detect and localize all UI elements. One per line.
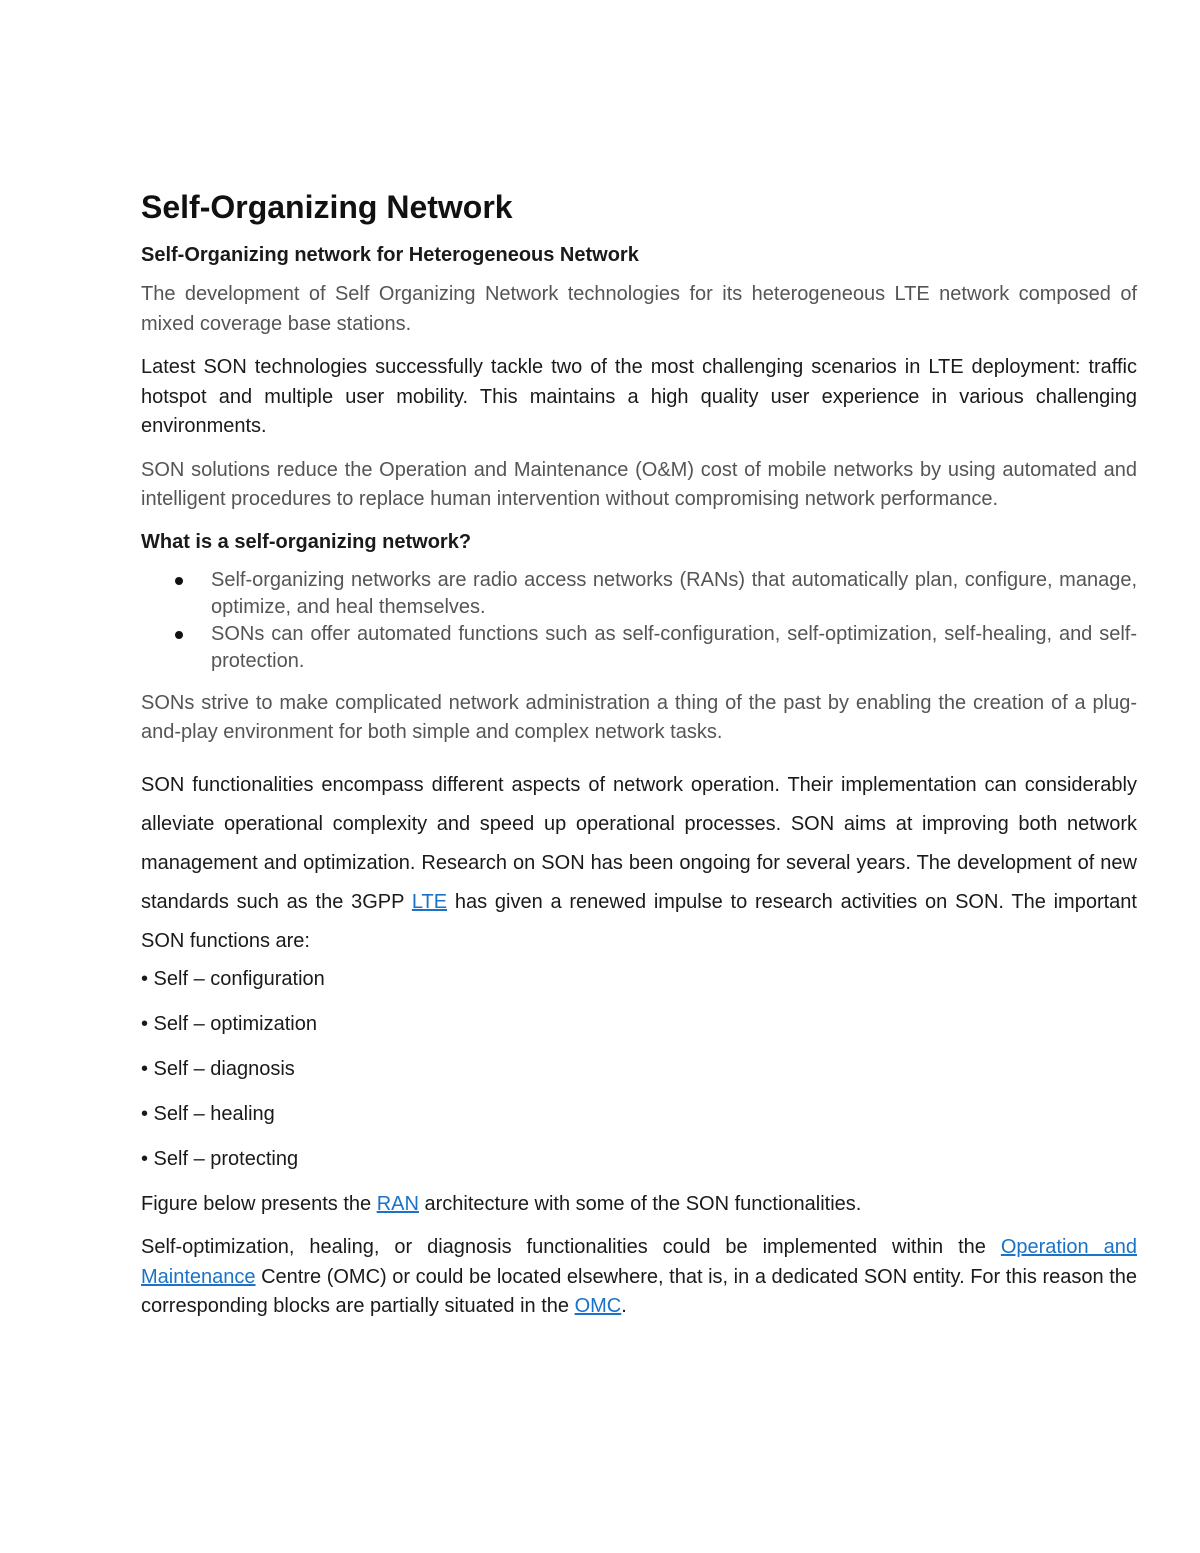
question-heading: What is a self-organizing network? (141, 530, 472, 553)
text-run: SON functionalities encompass different aspects of network operation. Their implementation can considerably alleviate operational complexity and speed up operational processes. SON aims at improving both network management and optimization. Research on SON has been ongoing for several years. The development of new standards such as the 3GPP (141, 773, 1137, 913)
text-run: architecture with some of the SON functionalities. (418, 1192, 862, 1215)
function-item-protecting: • Self – protecting (141, 1147, 299, 1170)
function-item-diagnosis: • Self – diagnosis (141, 1057, 295, 1080)
page-title: Self-Organizing Network (141, 189, 513, 225)
function-item-optimization: • Self – optimization (141, 1012, 317, 1035)
list-item-text: SONs can offer automated functions such as self-configuration, self-optimization, self-healing, and self-protection. (211, 622, 1137, 672)
omc-link[interactable]: OMC (574, 1295, 622, 1317)
paragraph-intro: The development of Self Organizing Network technologies for its heterogeneous LTE network composed of mixed coverage base stations. (141, 283, 1137, 335)
text-run: has given a renewed impulse to research activities on SON. The important SON functions are: (141, 890, 1137, 952)
list-item (211, 567, 1137, 621)
text-run: Figure below presents the (141, 1192, 377, 1215)
lte-link[interactable]: LTE (411, 890, 448, 913)
section-subtitle: Self-Organizing network for Heterogeneous Network (141, 244, 639, 266)
document-page (141, 188, 1137, 1336)
function-item-configuration: • Self – configuration (141, 967, 325, 990)
operation-and-maintenance-link[interactable]: Operation and Maintenance (141, 1236, 1137, 1288)
text-run: Self-optimization, healing, or diagnosis functionalities could be implemented within the (141, 1236, 1001, 1258)
paragraph-figure-below (141, 1190, 1137, 1220)
list-item (211, 621, 1137, 675)
list-item-text: Self-organizing networks are radio access networks (RANs) that automatically plan, configure, manage, optimize, and heal themselves. (211, 568, 1137, 618)
text-run: . (621, 1295, 627, 1317)
definition-list (141, 567, 1137, 675)
paragraph-son-functionalities (141, 766, 1137, 961)
paragraph-sons-strive: SONs strive to make complicated network administration a thing of the past by enabling the creation of a plug-and-play environment for both simple and complex network tasks. (141, 691, 1137, 743)
function-item-healing: • Self – healing (141, 1102, 275, 1125)
bullet-icon (175, 577, 183, 585)
text-run: Centre (OMC) or could be located elsewhere, that is, in a dedicated SON entity. For this reason the corresponding blocks are partially situated in the (141, 1265, 1137, 1317)
bullet-icon (175, 631, 183, 639)
ran-link[interactable]: RAN (376, 1192, 419, 1215)
paragraph-son-solutions: SON solutions reduce the Operation and Maintenance (O&M) cost of mobile networks by using automated and intelligent procedures to replace human intervention without compromising network performance. (141, 458, 1137, 510)
paragraph-omc (141, 1233, 1137, 1322)
paragraph-latest-son: Latest SON technologies successfully tackle two of the most challenging scenarios in LTE deployment: traffic hotspot and multiple user mobility. This maintains a high quality user experience in various challenging environments. (141, 356, 1137, 437)
